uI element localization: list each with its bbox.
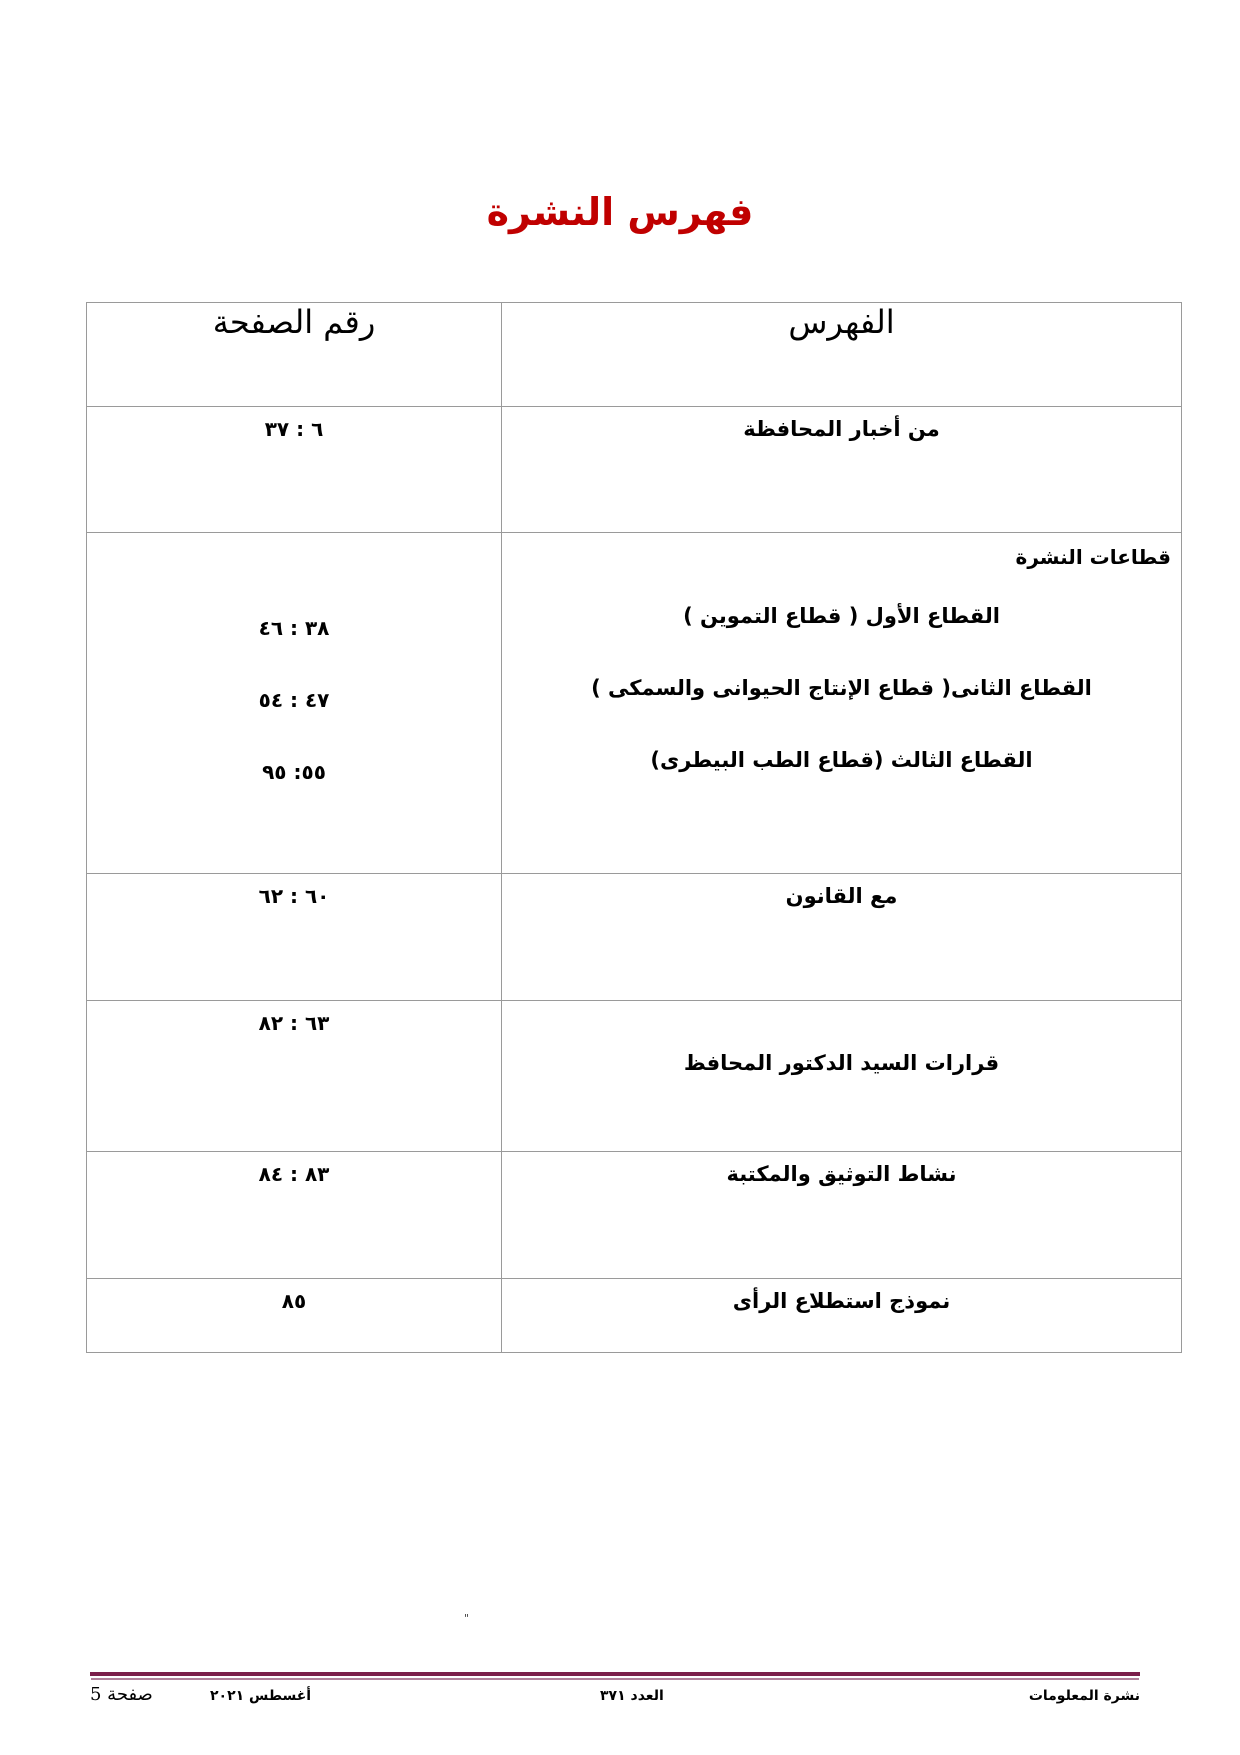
table-row [87, 1001, 1182, 1152]
page-range: ٦ : ٣٧ [264, 417, 324, 441]
page-range: ٣٨ : ٤٦ [258, 616, 330, 640]
sectors-heading: قطاعات النشرة [1015, 545, 1171, 569]
page-cell [87, 1152, 502, 1279]
index-cell [502, 874, 1182, 1001]
page-cell [87, 1279, 502, 1353]
page-range: ٨٥ [281, 1289, 307, 1313]
table-header-row [87, 303, 1182, 407]
index-entry-label: مع القانون [785, 884, 898, 908]
table-row [87, 1279, 1182, 1353]
index-cell [502, 1152, 1182, 1279]
footer-date: أغسطس ٢٠٢١ [210, 1688, 312, 1704]
footer-publication: نشرة المعلومات [1028, 1688, 1140, 1704]
index-table [86, 302, 1182, 1353]
sector-item-label: القطاع الأول ( قطاع التموين ) [683, 604, 1000, 628]
footer-issue: العدد ٣٧١ [600, 1688, 664, 1704]
index-entry-label: نشاط التوثيق والمكتبة [726, 1162, 957, 1186]
table-row [87, 1152, 1182, 1279]
index-cell [502, 533, 1182, 874]
page-column-header: رقم الصفحة [87, 303, 502, 407]
page-range: ٥٥: ٩٥ [262, 760, 326, 784]
page-footer [90, 1684, 1140, 1718]
sector-item-label: القطاع الثالث (قطاع الطب البيطرى) [650, 748, 1033, 772]
page-cell [87, 533, 502, 874]
page-range: ٨٣ : ٨٤ [258, 1162, 330, 1186]
footer-page-number: صفحة 5 [90, 1684, 153, 1705]
page-cell [87, 1001, 502, 1152]
index-entry-label: قرارات السيد الدكتور المحافظ [683, 1051, 1000, 1075]
page-cell [87, 407, 502, 533]
page-range: ٤٧ : ٥٤ [258, 688, 330, 712]
index-entry-label: من أخبار المحافظة [743, 417, 940, 441]
index-cell [502, 407, 1182, 533]
stray-mark: " [464, 1612, 470, 1625]
index-column-header: الفهرس [502, 303, 1182, 407]
index-entry-label: نموذج استطلاع الرأى [732, 1289, 951, 1313]
index-cell [502, 1279, 1182, 1353]
table-row [87, 407, 1182, 533]
page-title: فهرس النشرة [486, 190, 754, 234]
table-row [87, 874, 1182, 1001]
page-range: ٦٣ : ٨٢ [258, 1011, 330, 1035]
footer-divider [90, 1672, 1140, 1676]
index-cell [502, 1001, 1182, 1152]
table-row [87, 533, 1182, 874]
sector-item-label: القطاع الثانى( قطاع الإنتاج الحيوانى والسمكى ) [591, 676, 1092, 700]
page-cell [87, 874, 502, 1001]
page-range: ٦٠ : ٦٢ [258, 884, 330, 908]
